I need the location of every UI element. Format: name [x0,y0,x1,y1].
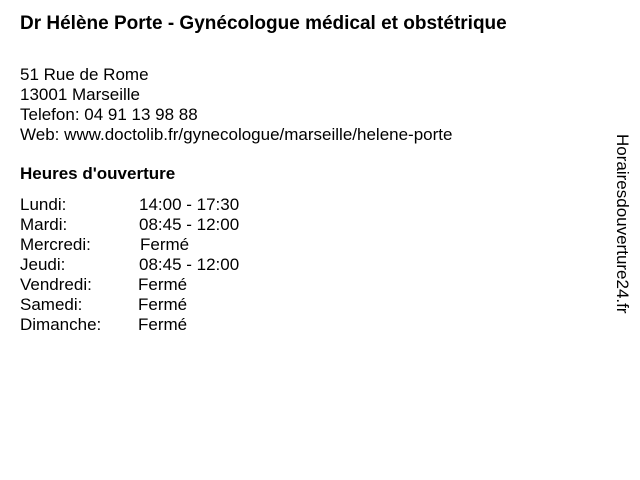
phone-number[interactable]: Telefon: 04 91 13 98 88 [20,105,198,124]
time-value: 08:45 - 12:00 [139,255,240,274]
city-postal: 13001 Marseille [20,85,141,104]
page-title: Dr Hélène Porte - Gynécologue médical et obstétrique [20,13,507,34]
site-brand-vertical: Horairesdouverture24.fr [613,134,632,314]
day-label: Samedi: [20,295,83,314]
time-value: 08:45 - 12:00 [139,215,240,234]
website-link[interactable]: Web: www.doctolib.fr/gynecologue/marseille/helene-porte [20,125,453,144]
day-label: Lundi: [20,195,67,214]
day-label: Mercredi: [20,235,91,254]
time-value: Fermé [138,275,188,294]
day-label: Jeudi: [20,255,66,274]
street-address: 51 Rue de Rome [20,65,149,84]
day-label: Dimanche: [20,315,102,334]
time-value: Fermé [140,235,190,254]
hours-heading: Heures d'ouverture [20,164,176,183]
day-label: Mardi: [20,215,68,234]
time-value: Fermé [138,295,188,314]
time-value: Fermé [138,315,188,334]
day-label: Vendredi: [20,275,92,294]
address-block [20,65,452,145]
time-value: 14:00 - 17:30 [139,195,240,214]
